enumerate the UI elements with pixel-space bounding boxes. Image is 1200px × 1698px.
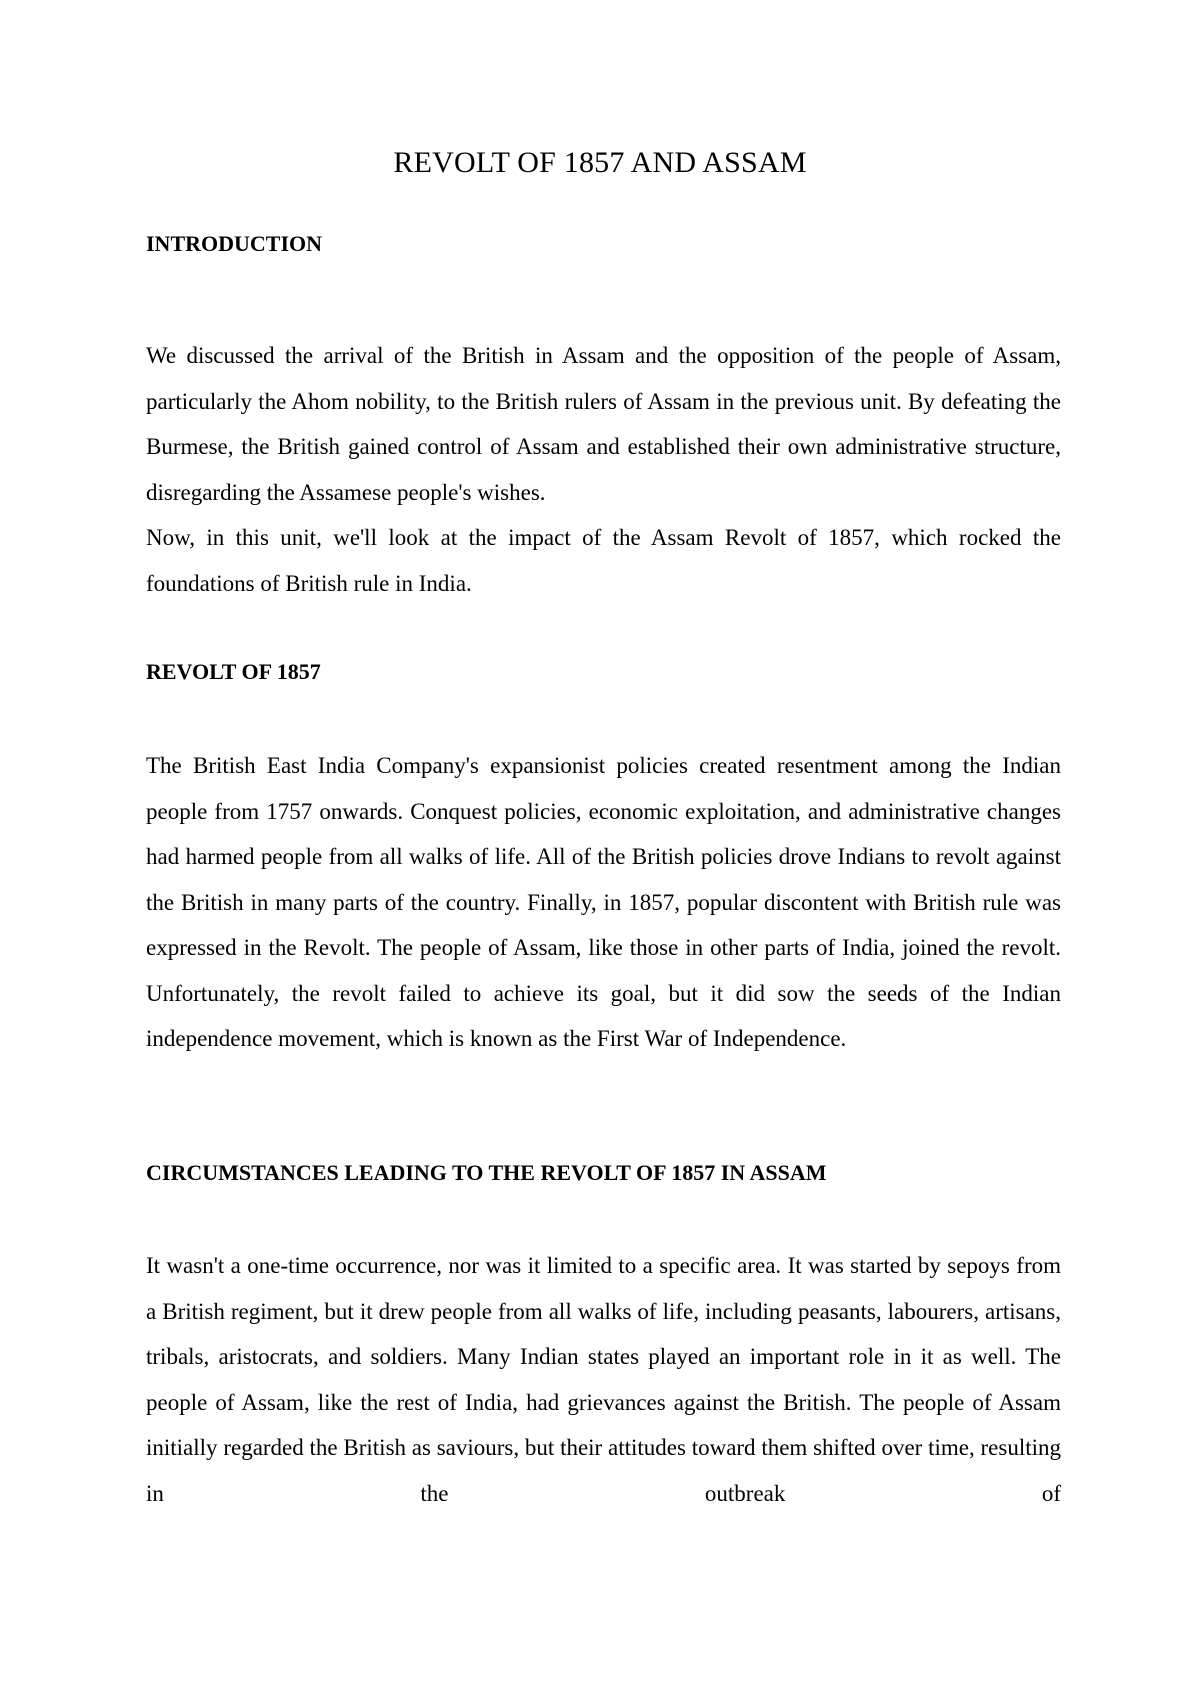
section-heading-introduction: INTRODUCTION <box>146 231 323 256</box>
introduction-paragraph-2: Now, in this unit, we'll look at the impact of the Assam Revolt of 1857, which rocked the foundations of British rule in India. <box>146 525 1061 596</box>
section-heading-revolt-of-1857: REVOLT OF 1857 <box>146 659 321 684</box>
section-heading-circumstances: CIRCUMSTANCES LEADING TO THE REVOLT OF 1857 IN ASSAM <box>146 1160 827 1185</box>
revolt-paragraph: The British East India Company's expansionist policies created resentment among the Indian people from 1757 onwards. Conquest policies, economic exploitation, and administrative changes had harmed people from all walks of life. All of the British policies drove Indians to revolt against the British in many parts of the country. Finally, in 1857, popular discontent with British rule was expressed in the Revolt. The people of Assam, like those in other parts of India, joined the revolt. Unfortunately, the revolt failed to achieve its goal, but it did sow the seeds of the Indian independence movement, which is known as the First War of Independence. <box>146 753 1061 1051</box>
introduction-paragraph-1: We discussed the arrival of the British in Assam and the opposition of the people of Assam, particularly the Ahom nobility, to the British rulers of Assam in the previous unit. By defeating the Burmese, the British gained control of Assam and established their own administrative structure, disregarding the Assamese people's wishes. <box>146 343 1061 505</box>
document-title: REVOLT OF 1857 AND ASSAM <box>393 146 807 179</box>
circumstances-paragraph: It wasn't a one-time occurrence, nor was it limited to a specific area. It was started by sepoys from a British regiment, but it drew people from all walks of life, including peasants, labourers, artisans, tribals, aristocrats, and soldiers. Many Indian states played an important role in it as well. The people of Assam, like the rest of India, had grievances against the British. The people of Assam initially regarded the British as saviours, but their attitudes toward them shifted over time, resulting in the outbreak of <box>146 1253 1061 1506</box>
